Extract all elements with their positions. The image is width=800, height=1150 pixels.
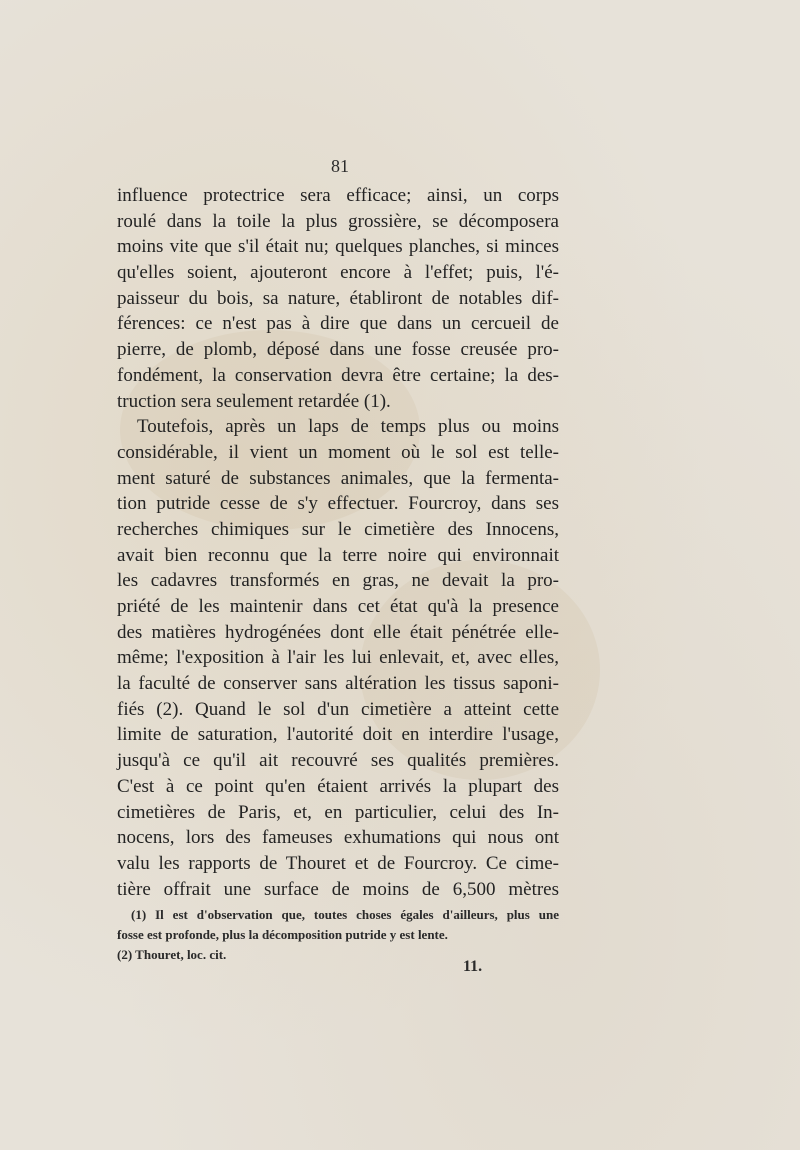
text-line: considérable, il vient un moment où le sol est telle- — [117, 441, 559, 463]
text-line: limite de saturation, l'autorité doit en interdire l'usage, — [117, 724, 559, 746]
text-line: la faculté de conserver sans altération les tissus saponi- — [117, 673, 559, 695]
text-line: avait bien reconnu que la terre noire qui environnait — [117, 544, 559, 566]
footnote-line: (1) Il est d'observation que, toutes choses égales d'ailleurs, plus une — [131, 907, 559, 922]
footnote-line: fosse est profonde, plus la décomposition putride y est lente. — [117, 927, 448, 942]
text-line: tière offrait une surface de moins de 6,500 mètres — [117, 878, 559, 900]
text-line: des matières hydrogénées dont elle était pénétrée elle- — [117, 621, 559, 643]
footnote-line: (2) Thouret, loc. cit. — [117, 947, 227, 962]
text-line: tion putride cesse de s'y effectuer. Fourcroy, dans ses — [117, 493, 559, 515]
text-line: roulé dans la toile la plus grossière, se décomposera — [117, 210, 559, 232]
text-line: valu les rapports de Thouret et de Fourcroy. Ce cime- — [117, 852, 559, 874]
text-line: priété de les maintenir dans cet état qu'à la presence — [117, 596, 559, 617]
body-text — [117, 183, 559, 902]
text-line: les cadavres transformés en gras, ne devait la pro- — [117, 570, 559, 592]
text-line: même; l'exposition à l'air les lui enlevait, et, avec elles, — [117, 647, 559, 669]
text-line: moins vite que s'il était nu; quelques planches, si minces — [117, 236, 559, 258]
text-line: truction sera seulement retardée (1). — [117, 390, 391, 412]
text-line: cimetières de Paris, et, en particulier, celui des In- — [117, 801, 559, 823]
text-line: qu'elles soient, ajouteront encore à l'effet; puis, l'é- — [117, 262, 559, 284]
text-line: fiés (2). Quand le sol d'un cimetière a atteint cette — [117, 698, 559, 720]
text-line: pierre, de plomb, déposé dans une fosse creusée pro- — [117, 339, 559, 361]
text-line: Toutefois, après un laps de temps plus ou moins — [137, 416, 559, 438]
text-line: jusqu'à ce qu'il ait recouvré ses qualités premières. — [117, 750, 559, 772]
text-line: nocens, lors des fameuses exhumations qui nous ont — [117, 827, 559, 849]
footnotes — [117, 905, 559, 965]
text-line: recherches chimiques sur le cimetière des Innocens, — [117, 518, 559, 540]
text-line: férences: ce n'est pas à dire que dans un cercueil de — [117, 313, 559, 335]
text-line: fondément, la conservation devra être certaine; la des- — [117, 364, 559, 386]
text-line: paisseur du bois, sa nature, établiront de notables dif- — [117, 287, 559, 309]
text-line: ment saturé de substances animales, que la fermenta- — [117, 467, 559, 489]
signature-mark: 11. — [463, 958, 483, 975]
page-number: 81 — [331, 156, 349, 176]
text-line: influence protectrice sera efficace; ainsi, un corps — [117, 185, 559, 206]
text-line: C'est à ce point qu'en étaient arrivés la plupart des — [117, 775, 559, 797]
